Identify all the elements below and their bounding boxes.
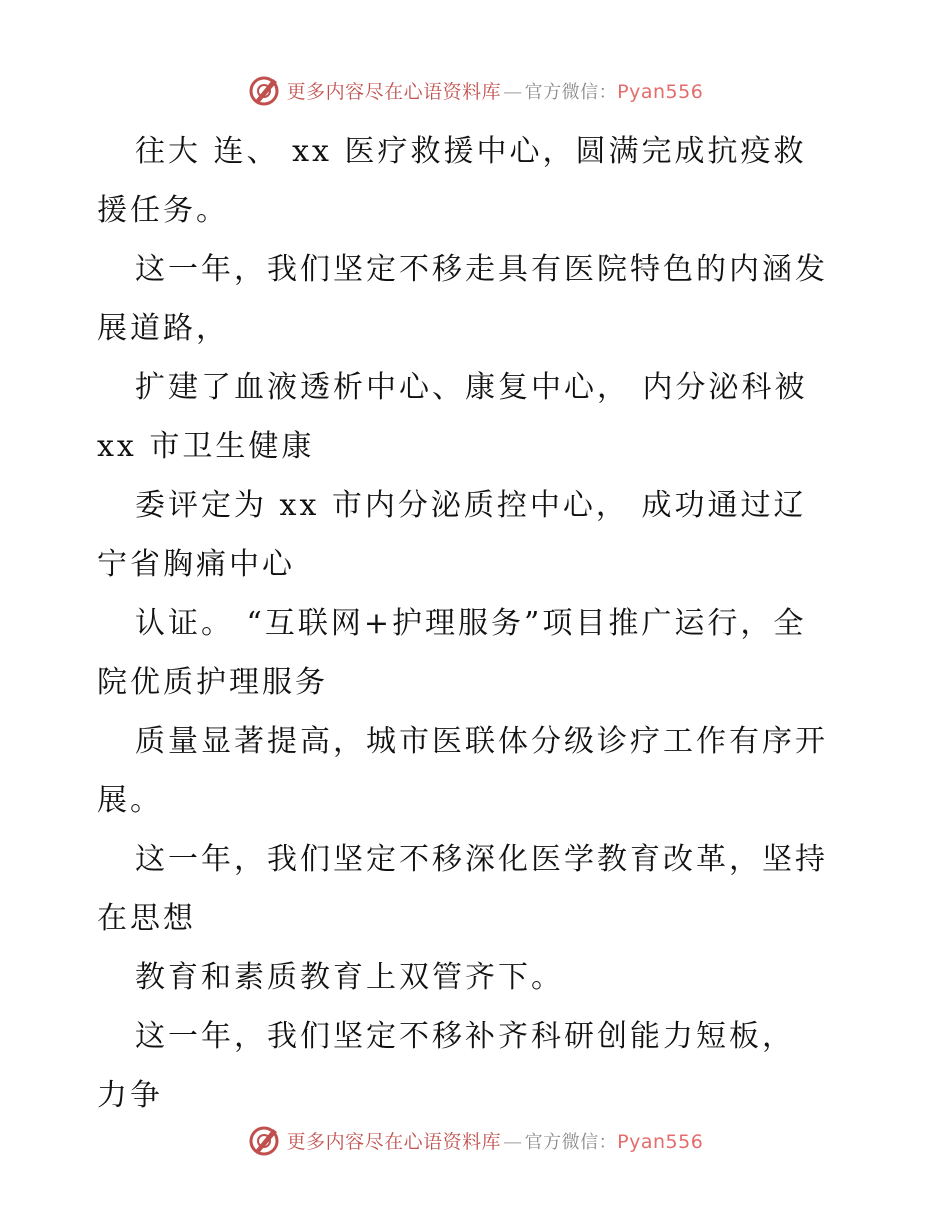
body-line-5: 扩建了血液透析中心、康复中心， 内分泌科被 <box>135 370 808 405</box>
body-line-2: 援任务。 <box>97 193 229 228</box>
body-line-14: 在思想 <box>97 901 196 936</box>
body-line-9: 认证。 “互联网+护理服务”项目推广运行，全 <box>135 606 807 641</box>
header-banner-wechat-id: Pyan556 <box>617 80 704 103</box>
footer-banner-wechat-id: Pyan556 <box>617 1130 704 1153</box>
footer-banner-dash: — <box>503 1130 523 1153</box>
footer-banner-label: 官方微信： <box>524 1131 618 1153</box>
body-line-11: 质量显著提高，城市医联体分级诊疗工作有序开 <box>135 724 828 759</box>
body-line-13: 这一年，我们坚定不移深化医学教育改革，坚持 <box>135 842 828 877</box>
document-body <box>97 122 857 1125</box>
header-banner-title: 更多内容尽在心语资料库 <box>286 80 502 103</box>
body-line-15: 教育和素质教育上双管齐下。 <box>135 960 564 995</box>
body-line-6: xx 市卫生健康 <box>97 429 315 464</box>
pen-logo-icon <box>247 1123 281 1157</box>
body-line-8: 宁省胸痛中心 <box>97 547 295 582</box>
footer-banner-text <box>287 1127 704 1154</box>
header-watermark-banner <box>0 70 950 110</box>
pen-logo-icon <box>247 73 281 107</box>
footer-watermark-banner <box>0 1120 950 1160</box>
header-banner-text <box>287 77 704 104</box>
body-line-10: 院优质护理服务 <box>97 665 328 700</box>
footer-banner-title: 更多内容尽在心语资料库 <box>286 1130 502 1153</box>
body-line-7: 委评定为 xx 市内分泌质控中心， 成功通过辽 <box>135 488 807 523</box>
body-line-17: 力争 <box>97 1078 163 1113</box>
header-banner-label: 官方微信： <box>524 81 618 103</box>
body-line-16: 这一年，我们坚定不移补齐科研创能力短板， <box>135 1019 795 1054</box>
body-line-1: 往大 连、 xx 医疗救援中心，圆满完成抗疫救 <box>135 134 807 169</box>
body-line-12: 展。 <box>97 783 163 818</box>
body-line-4: 展道路， <box>97 311 229 346</box>
body-line-3: 这一年，我们坚定不移走具有医院特色的内涵发 <box>135 252 828 287</box>
header-banner-dash: — <box>503 80 523 103</box>
